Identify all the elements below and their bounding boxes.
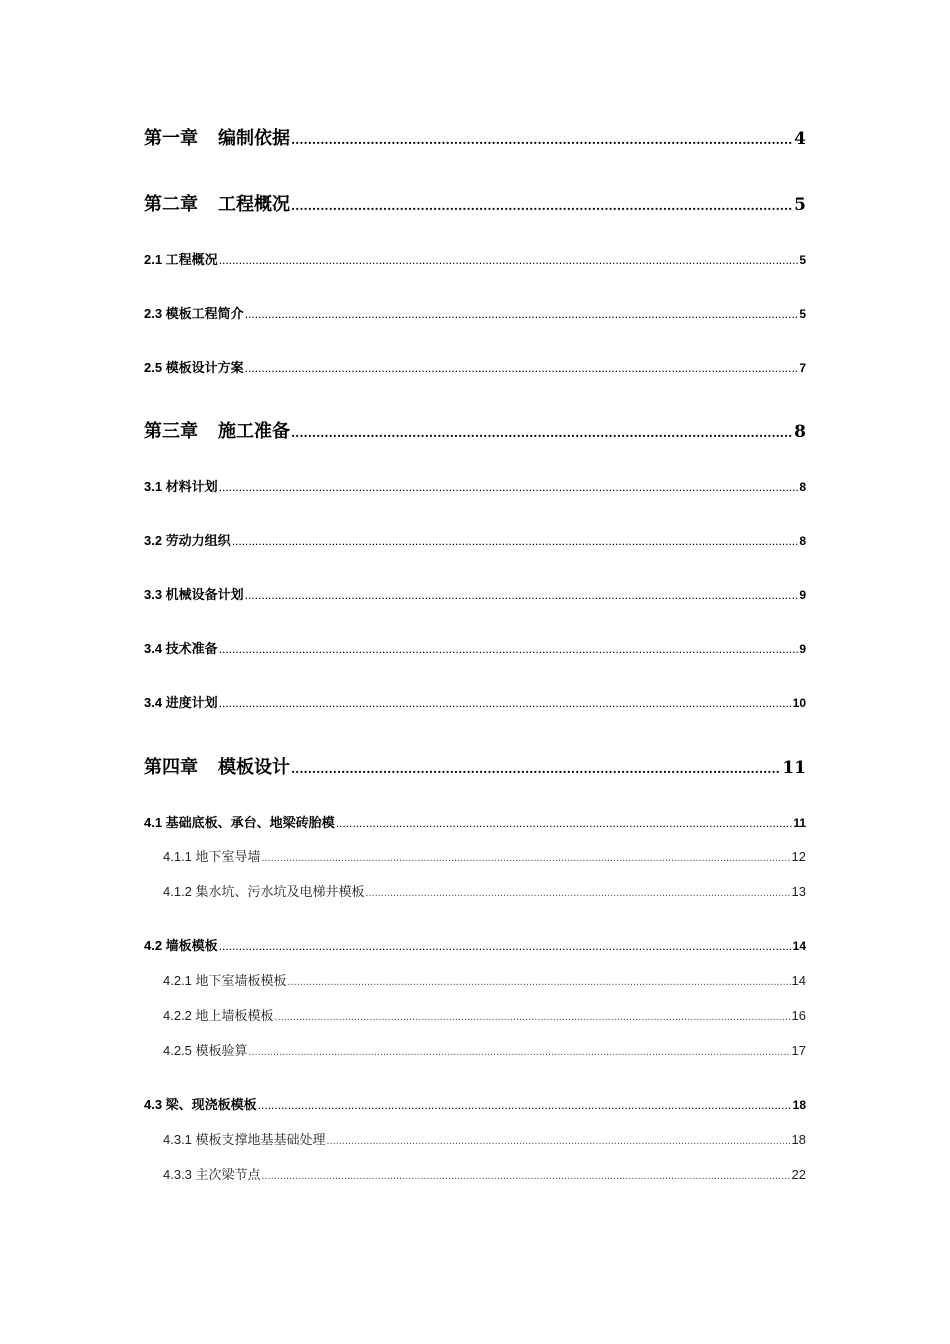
toc-page-number: 9 (799, 588, 806, 602)
toc-chapter-title: 工程概况 (218, 194, 290, 215)
toc-chapter-number: 第三章 (144, 421, 198, 442)
toc-leader (258, 1098, 792, 1112)
toc-chapter-row[interactable] (144, 190, 806, 218)
toc-subsection-row[interactable] (163, 881, 806, 901)
toc-section-title: 3.3 机械设备计划 (144, 587, 244, 602)
toc-section-row[interactable] (144, 692, 806, 712)
toc-subsection-row[interactable] (163, 1164, 806, 1184)
toc-section-title: 2.5 模板设计方案 (144, 360, 244, 375)
toc-page-number: 4 (794, 129, 806, 149)
toc-page-number: 5 (794, 195, 806, 215)
toc-page-number: 8 (794, 422, 806, 442)
toc-page-number: 16 (791, 1008, 806, 1023)
toc-chapter-title: 模板设计 (218, 757, 290, 778)
toc-leader (219, 696, 792, 710)
toc-leader (262, 852, 791, 864)
toc-leader (262, 1170, 791, 1182)
toc-section-row[interactable] (144, 249, 806, 269)
toc-subsection-title: 4.2.1 地下室墙板模板 (163, 973, 287, 988)
toc-page-number: 22 (791, 1167, 806, 1182)
toc-subsection-title: 4.3.1 模板支撑地基基础处理 (163, 1132, 326, 1147)
toc-leader (291, 426, 793, 440)
toc-page-number: 11 (793, 816, 806, 830)
toc-section-row[interactable] (144, 357, 806, 377)
toc-subsection-row[interactable] (163, 1005, 806, 1025)
toc-subsection-title: 4.2.5 模板验算 (163, 1043, 248, 1058)
toc-leader (245, 588, 799, 602)
toc-leader (336, 816, 793, 830)
toc-leader (366, 887, 791, 899)
toc-chapter-number: 第二章 (144, 194, 198, 215)
toc-section-title: 3.1 材料计划 (144, 479, 218, 494)
toc-leader (249, 1046, 791, 1058)
toc-leader (219, 642, 799, 656)
toc-subsection-row[interactable] (163, 1040, 806, 1060)
toc-leader (219, 480, 799, 494)
toc-page-number: 12 (791, 849, 806, 864)
toc-section-title: 3.2 劳动力组织 (144, 533, 231, 548)
toc-section-title: 2.3 模板工程简介 (144, 306, 244, 321)
toc-page-number: 18 (791, 1132, 806, 1147)
toc-section-row[interactable] (144, 1094, 806, 1114)
toc-page-number: 17 (791, 1043, 806, 1058)
toc-page-number: 5 (799, 307, 806, 321)
toc-page-number: 5 (799, 253, 806, 267)
toc-section-title: 4.1 基础底板、承台、地梁砖胎模 (144, 815, 335, 830)
toc-page-number: 11 (782, 758, 806, 778)
toc-chapter-number: 第四章 (144, 757, 198, 778)
toc-section-row[interactable] (144, 303, 806, 323)
toc-leader (219, 939, 792, 953)
toc-page-number: 13 (791, 884, 806, 899)
toc-page-number: 18 (792, 1098, 806, 1112)
toc-leader (327, 1135, 791, 1147)
toc-subsection-row[interactable] (163, 970, 806, 990)
toc-leader (288, 976, 791, 988)
toc-chapter-row[interactable] (144, 124, 806, 152)
toc-subsection-title: 4.3.3 主次梁节点 (163, 1167, 261, 1182)
toc-chapter-number: 第一章 (144, 128, 198, 149)
toc-chapter-title: 施工准备 (218, 421, 290, 442)
toc-chapter-row[interactable] (144, 753, 806, 781)
toc-subsection-title: 4.2.2 地上墙板模板 (163, 1008, 274, 1023)
toc-subsection-row[interactable] (163, 1129, 806, 1149)
toc-chapter-title: 编制依据 (218, 128, 290, 149)
toc-section-title: 4.3 梁、现浇板模板 (144, 1097, 257, 1112)
toc-leader (291, 133, 793, 147)
toc-subsection-title: 4.1.2 集水坑、污水坑及电梯井模板 (163, 884, 365, 899)
toc-section-row[interactable] (144, 935, 806, 955)
toc-page-number: 14 (792, 939, 806, 953)
toc-section-row[interactable] (144, 530, 806, 550)
toc-chapter-row[interactable] (144, 417, 806, 445)
toc-leader (291, 762, 781, 776)
toc-page-number: 9 (799, 642, 806, 656)
toc-section-row[interactable] (144, 476, 806, 496)
toc-leader (219, 253, 799, 267)
toc-page-number: 10 (792, 696, 806, 710)
toc-page-number: 8 (799, 480, 806, 494)
toc-section-row[interactable] (144, 584, 806, 604)
toc-section-title: 3.4 进度计划 (144, 695, 218, 710)
toc-leader (245, 361, 799, 375)
toc-section-title: 2.1 工程概况 (144, 252, 218, 267)
toc-leader (232, 534, 799, 548)
toc-page-number: 14 (791, 973, 806, 988)
toc-page-number: 7 (799, 361, 806, 375)
toc-section-row[interactable] (144, 638, 806, 658)
toc-subsection-row[interactable] (163, 846, 806, 866)
toc-leader (245, 307, 799, 321)
toc-page-number: 8 (799, 534, 806, 548)
toc-leader (275, 1011, 791, 1023)
toc-section-row[interactable] (144, 812, 806, 832)
toc-section-title: 4.2 墙板模板 (144, 938, 218, 953)
toc-leader (291, 199, 793, 213)
toc-subsection-title: 4.1.1 地下室导墙 (163, 849, 261, 864)
toc-section-title: 3.4 技术准备 (144, 641, 218, 656)
